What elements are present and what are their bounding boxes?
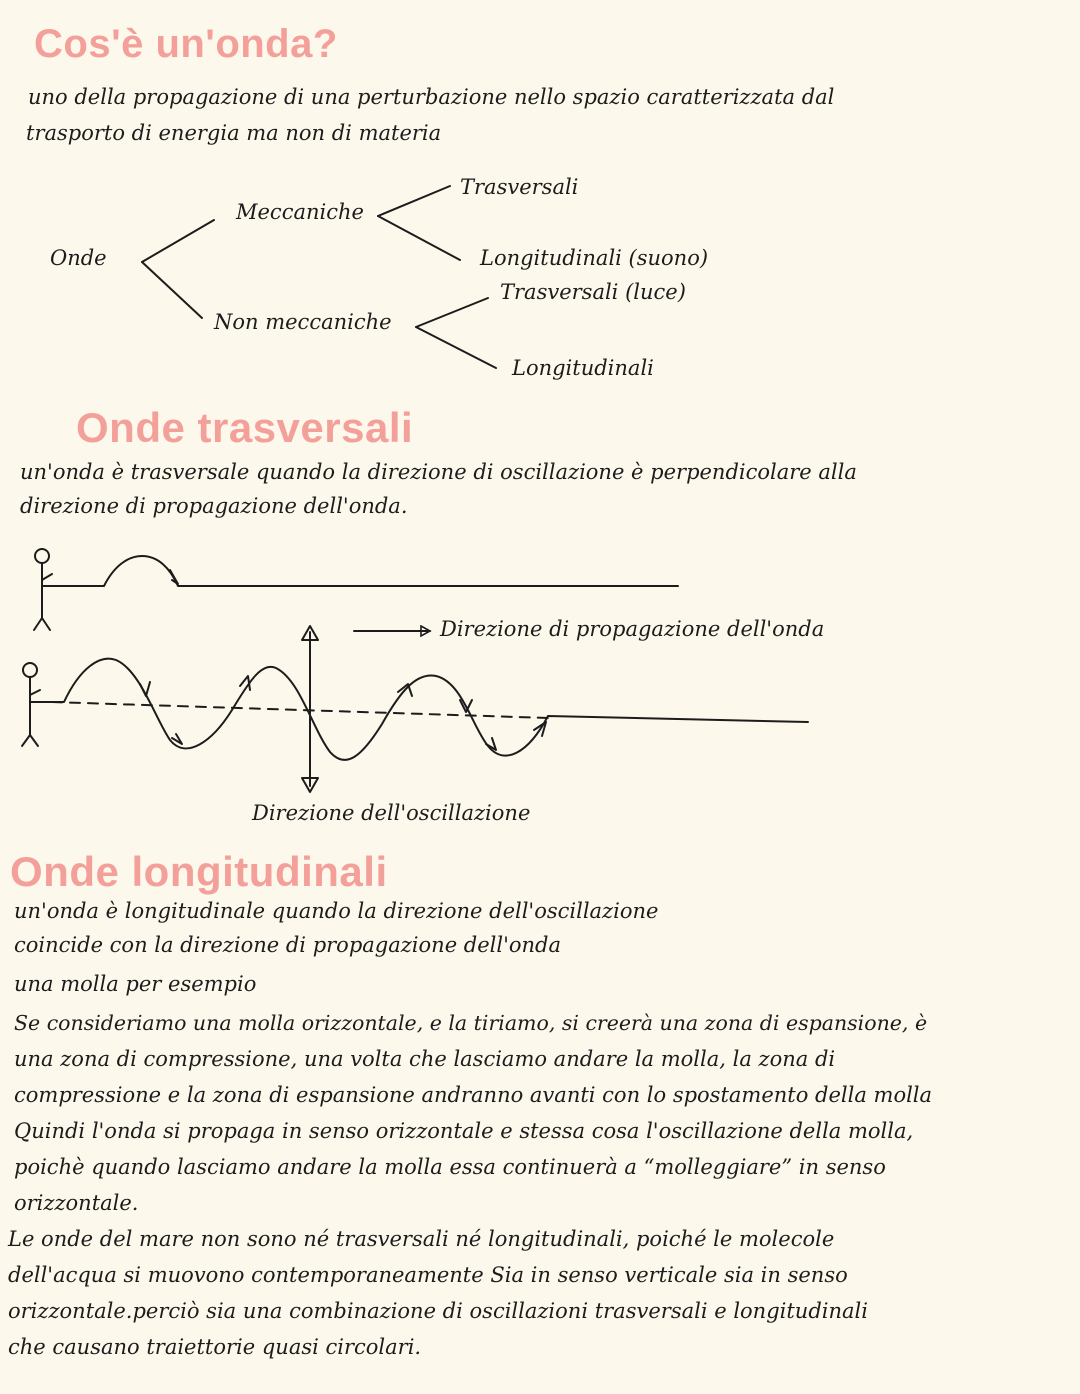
longitudinal-line-11: dell'acqua si muovono contemporaneamente Sia in senso verticale sia in senso	[8, 1263, 848, 1287]
person-figure-2	[22, 663, 50, 746]
wave-axis-dashed	[52, 702, 548, 718]
oscillation-arrow	[302, 626, 318, 792]
tree-root-label: Onde	[50, 246, 107, 270]
definition-line-2: trasporto di energia ma non di materia	[26, 121, 442, 145]
definition-line-1: uno della propagazione di una perturbazione nello spazio caratterizzata dal	[28, 85, 835, 109]
longitudinal-line-4: Se consideriamo una molla orizzontale, e la tiriamo, si creerà una zona di espansione, è	[14, 1011, 928, 1035]
longitudinal-line-3: una molla per esempio	[14, 972, 257, 996]
transverse-definition-line-1: un'onda è trasversale quando la direzione di oscillazione è perpendicolare alla	[20, 460, 857, 484]
longitudinal-line-6: compressione e la zona di espansione andranno avanti con lo spostamento della molla	[14, 1083, 933, 1107]
section-title-longitudinal-waves: Onde longitudinali	[10, 848, 388, 895]
person-figure-1	[34, 549, 60, 630]
single-pulse-rope	[60, 556, 678, 586]
tree-leaf-mech-transverse: Trasversali	[460, 175, 579, 199]
section-title-transverse-waves: Onde trasversali	[76, 404, 414, 451]
oscillation-direction-label: Direzione dell'oscillazione	[252, 801, 531, 825]
tree-branch-mechanical: Meccaniche	[236, 200, 364, 224]
longitudinal-line-5: una zona di compressione, una volta che lasciamo andare la molla, la zona di	[14, 1047, 836, 1071]
longitudinal-line-10: Le onde del mare non sono né trasversali né longitudinali, poiché le molecole	[8, 1227, 835, 1251]
tree-leaf-nonmech-transverse: Trasversali (luce)	[500, 280, 686, 304]
longitudinal-line-1: un'onda è longitudinale quando la direzione dell'oscillazione	[14, 899, 659, 923]
longitudinal-line-8: poichè quando lasciamo andare la molla essa continuerà a “molleggiare” in senso	[14, 1155, 886, 1179]
longitudinal-line-2: coincide con la direzione di propagazione dell'onda	[14, 933, 562, 957]
propagation-direction-label: Direzione di propagazione dell'onda	[440, 617, 825, 641]
longitudinal-line-12: orizzontale.perciò sia una combinazione di oscillazioni trasversali e longitudinali	[8, 1299, 868, 1323]
sine-wave	[50, 659, 808, 760]
longitudinal-line-7: Quindi l'onda si propaga in senso orizzontale e stessa cosa l'oscillazione della molla,	[14, 1119, 914, 1143]
tree-leaf-mech-longitudinal: Longitudinali (suono)	[480, 246, 709, 270]
transverse-definition-line-2: direzione di propagazione dell'onda.	[20, 494, 408, 518]
tree-leaf-nonmech-longitudinal: Longitudinali	[512, 356, 654, 380]
section-title-what-is-wave: Cos'è un'onda?	[34, 22, 338, 66]
longitudinal-line-13: che causano traiettorie quasi circolari.	[8, 1335, 422, 1359]
tree-branch-non-mechanical: Non meccaniche	[214, 310, 392, 334]
longitudinal-line-9: orizzontale.	[14, 1191, 139, 1215]
